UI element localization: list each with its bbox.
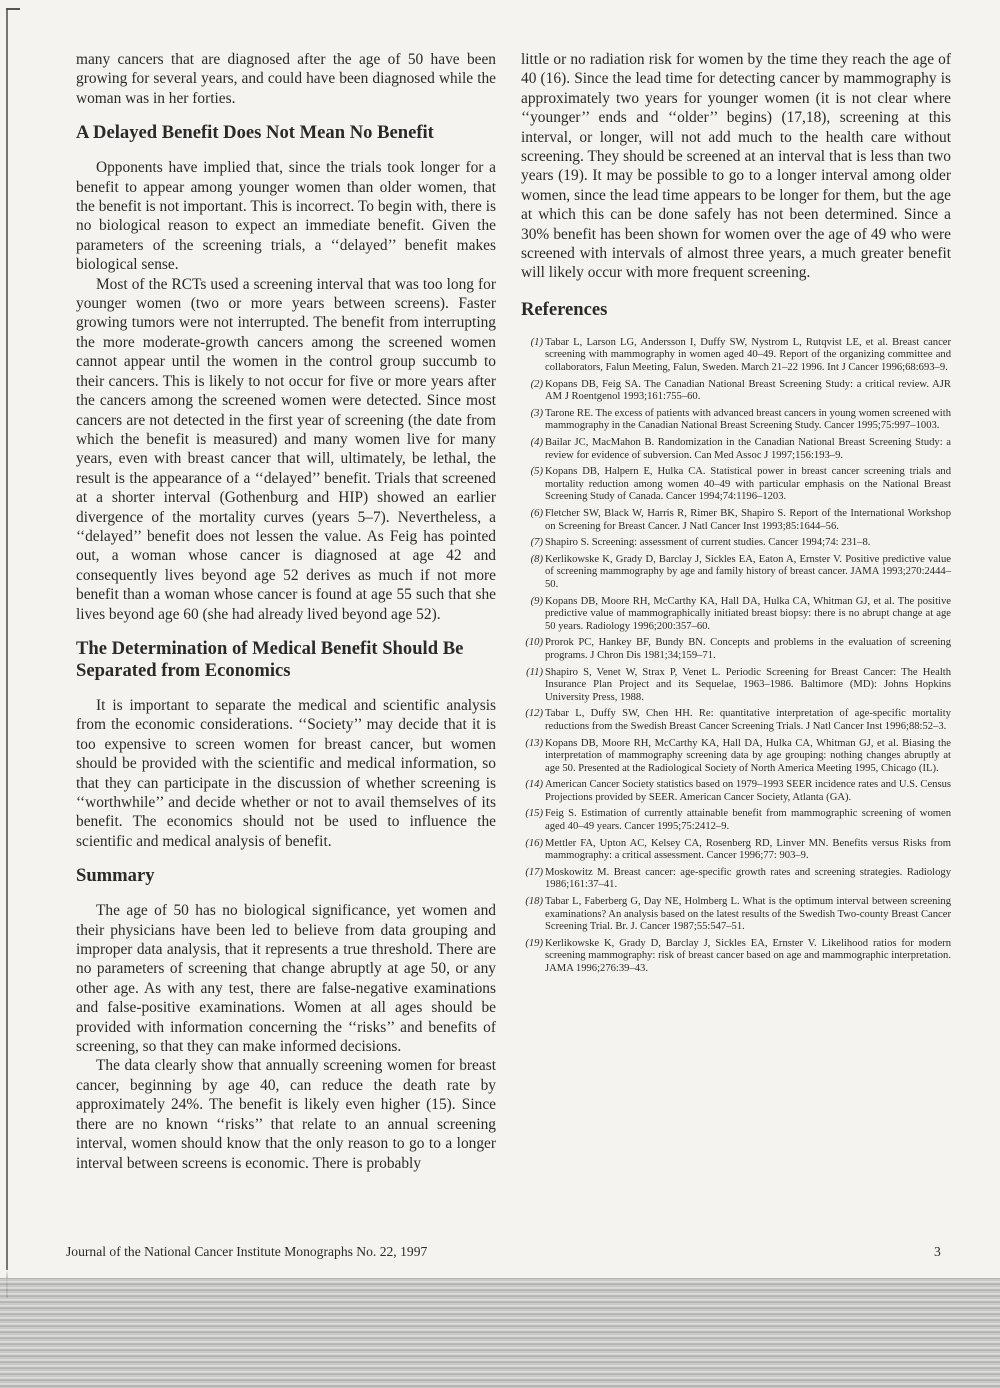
reference-number: (5) <box>530 466 543 478</box>
reference-text: Kopans DB, Feig SA. The Canadian National Breast Screening Study: a critical review. AJR AM J Roentgenol 1993;161:755–60. <box>545 378 951 403</box>
reference-text: Moskowitz M. Breast cancer: age-specific growth rates and screening strategies. Radiology 1986;161:37–41. <box>545 866 951 891</box>
body-paragraph: The age of 50 has no biological significance, yet women and their physicians have been led to believe from data grouping and improper data analysis, that it represents a true threshold. There are no parameters of screening that change abruptly at age 50, or any other age. As with any test, there are false-negative examinations and false-positive examinations. Women at all ages should be provided with information concerning the ‘‘risks’’ and benefits of screening, so that they can make informed decisions. <box>76 902 496 1056</box>
reference-number: (11) <box>526 666 543 678</box>
reference-number: (8) <box>530 553 543 565</box>
reference-text: Feig S. Estimation of currently attainable benefit from mammographic screening of women aged 40–49 years. Cancer 1995;75:2412–9. <box>545 808 951 833</box>
continuation-paragraph: little or no radiation risk for women by the time they reach the age of 40 (16). Since the lead time for detecting cancer by mammography is approximately two years for younger women (it is not clear where ‘‘younger’’ ends and ‘‘older’’ begins) (17,18), screening at this interval, or longer, will not add much to the health care without screening. They should be screened at an interval that is less than two years (19). It may be possible to go to a longer interval among older women, since the lead time appears to be longer for them, but the age at which this can be done safely has not been determined. Since a 30% benefit has been shown for women over the age of 49 who were screened with intervals of almost three years, a much greater benefit will likely occur with more frequent screening. <box>521 51 951 282</box>
reference-item <box>521 938 951 976</box>
right-column <box>521 50 951 980</box>
section-heading-delayed-benefit: A Delayed Benefit Does Not Mean No Benefit <box>76 122 434 144</box>
reference-item <box>521 838 951 863</box>
reference-item <box>521 466 951 504</box>
reference-item <box>521 637 951 662</box>
reference-item <box>521 738 951 776</box>
reference-number: (9) <box>530 595 543 607</box>
reference-text: Tabar L, Faberberg G, Day NE, Holmberg L. What is the optimum interval between screening examinations? An analysis based on the latest results of the Swedish Two-county Breast Cancer Screening Trial. Br. J. Cancer 1987;55:547–51. <box>545 896 951 933</box>
reference-number: (1) <box>530 336 543 348</box>
page-number: 3 <box>934 1244 941 1259</box>
body-paragraph: Most of the RCTs used a screening interval that was too long for younger women (two or more years between screens). Faster growing tumors were not interrupted. The benefit from interrupting the more moderate-growth cancers among the screened women cannot appear until the women in the control group succumb to their cancers. This is likely to not occur for five or more years after the cancers among the screened women were detected. Since most cancers are not detected in the first year of screening (the date from which the benefit is measured) and many women live for many years, even with breast cancer that will, ultimately, be lethal, the result is the appearance of a ‘‘delayed’’ benefit. Trials that screened at a shorter interval (Gothenburg and HIP) showed an earlier divergence of the mortality curves (years 5–7). Nevertheless, a ‘‘delayed’’ benefit does not lessen the value. As Feig has pointed out, a woman whose cancer is diagnosed at age 42 and consequently lives beyond age 52 derives as much if not more benefit than a woman whose cancer is found at age 55 such that she lives beyond age 60 (she had already lived beyond age 52). <box>76 275 496 623</box>
reference-text: American Cancer Society statistics based on 1979–1993 SEER incidence rates and U.S. Census Projections provided by SEER. American Cancer Society, Atlanta (GA). <box>545 779 951 803</box>
reference-text: Tabar L, Larson LG, Andersson I, Duffy SW, Nystrom L, Rutqvist LE, et al. Breast cancer screening with mammography in women aged 40–49. Report of the organizing committee and collaborators, Falun Meeting, Falun, Sweden. March 21–22 1996. Int J Cancer 1996;68:693–9. <box>545 336 951 374</box>
reference-item <box>521 379 951 404</box>
intro-paragraph: many cancers that are diagnosed after the age of 50 have been growing for several years, and could have been diagnosed while the woman was in her forties. <box>76 51 496 107</box>
reference-item <box>521 537 951 550</box>
reference-item <box>521 708 951 733</box>
reference-number: (15) <box>525 808 543 820</box>
reference-number: (3) <box>530 407 543 419</box>
reference-item <box>521 554 951 592</box>
reference-number: (4) <box>530 437 543 449</box>
section-heading-summary: Summary <box>76 865 155 887</box>
reference-number: (12) <box>525 708 543 720</box>
reference-text: Mettler FA, Upton AC, Kelsey CA, Rosenberg RD, Linver MN. Benefits versus Risks from mammography: a critical assessment. Cancer 1996;77: 903–9. <box>545 837 951 862</box>
reference-text: Prorok PC, Hankey BF, Bundy BN. Concepts and problems in the evaluation of screening programs. J Chron Dis 1981;34;159–71. <box>545 637 951 661</box>
reference-number: (16) <box>525 837 543 849</box>
body-paragraph: The data clearly show that annually screening women for breast cancer, beginning by age 40, can reduce the death rate by approximately 24%. The benefit is likely even higher (15). Since there are no known ‘‘risks’’ that relate to an annual screening interval, women should know that the only reason to go to a longer interval between screens is economic. There is probably <box>76 1057 496 1172</box>
reference-item <box>521 508 951 533</box>
reference-list <box>521 337 951 976</box>
reference-number: (2) <box>530 378 543 390</box>
scan-edge-line <box>6 8 8 1298</box>
scan-artifact-band <box>0 1278 1000 1388</box>
reference-item <box>521 437 951 462</box>
references-heading: References <box>521 298 608 320</box>
reference-number: (19) <box>525 937 543 949</box>
reference-text: Tabar L, Duffy SW, Chen HH. Re: quantitative interpretation of age-specific mortality reductions from the Swedish Breast Cancer Screening Trials. J Natl Cancer Inst 1996;88:52–3. <box>545 708 951 732</box>
reference-item <box>521 896 951 934</box>
reference-item <box>521 337 951 375</box>
reference-item <box>521 779 951 804</box>
reference-text: Kerlikowske K, Grady D, Barclay J, Sickles EA, Eaton A, Ernster V. Positive predictive value of screening mammography by age and family history of breast cancer. JAMA 1993;270:2444–50. <box>545 553 951 590</box>
reference-text: Kopans DB, Halpern E, Hulka CA. Statistical power in breast cancer screening trials and mortality reduction among women 40–49 with particular emphasis on the National Breast Screening Study of Canada. Cancer 1994;74:1196–1203. <box>545 466 951 503</box>
reference-item <box>521 808 951 833</box>
reference-number: (17) <box>525 866 543 878</box>
reference-item <box>521 867 951 892</box>
body-paragraph: It is important to separate the medical and scientific analysis from the economic considerations. ‘‘Society’’ may decide that it is too expensive to screen women for breast cancer, but women should be provided with the scientific and medical information, so that they can participate in the discussion of whether screening is ‘‘worthwhile’’ and decide whether or not to avail themselves of its benefit. The economics should not be used to influence the scientific and medical analysis of benefit. <box>76 696 496 850</box>
reference-item <box>521 667 951 705</box>
reference-text: Kopans DB, Moore RH, McCarthy KA, Hall DA, Hulka CA, Whitman GJ, et al. Biasing the interpretation of mammography screening data by age grouping: nothing changes abruptly at age 50. Presented at the Radiological Society of North America Meeting 1995, Chicago (IL). <box>545 737 951 774</box>
reference-text: Kopans DB, Moore RH, McCarthy KA, Hall DA, Hulka CA, Whitman GJ, et al. The positive predictive value of mammographically initiated breast biopsy: there is no abrupt change at age 50 years. Radiology 1996;200:357–60. <box>545 595 951 632</box>
body-paragraph: Opponents have implied that, since the trials took longer for a benefit to appear among younger women than older women, that the benefit is not important. This is incorrect. To begin with, there is no biological reason to expect an immediate benefit. Given the parameters of the screening trials, a ‘‘delayed’’ benefit makes biological sense. <box>76 159 496 274</box>
reference-item <box>521 596 951 634</box>
reference-number: (7) <box>530 537 543 549</box>
reference-item <box>521 408 951 433</box>
reference-text: Kerlikowske K, Grady D, Barclay J, Sickles EA, Ernster V. Likelihood ratios for modern screening mammography: risk of breast cancer based on age and mammographic interpretation. JAMA 1996;276:39–43. <box>545 937 951 974</box>
reference-number: (10) <box>525 637 543 649</box>
reference-number: (18) <box>525 896 543 908</box>
left-column <box>76 50 496 1173</box>
reference-number: (6) <box>530 508 543 519</box>
reference-text: Bailar JC, MacMahon B. Randomization in the Canadian National Breast Screening Study: a review for evidence of subversion. Can Med Assoc J 1997;156:193–9. <box>545 437 951 461</box>
reference-number: (14) <box>525 779 543 791</box>
footer-journal-citation: Journal of the National Cancer Institute Monographs No. 22, 1997 <box>66 1244 428 1259</box>
reference-text: Fletcher SW, Black W, Harris R, Rimer BK, Shapiro S. Report of the International Workshop on Screening for Breast Cancer. J Natl Cancer Inst 1993;85:1644–56. <box>545 508 951 532</box>
scan-corner-mark <box>6 8 20 10</box>
reference-text: Tarone RE. The excess of patients with advanced breast cancers in young women screened with mammography in the Canadian National Breast Screening Study. Cancer 1995;75:997–1003. <box>545 407 951 432</box>
reference-text: Shapiro S. Screening: assessment of current studies. Cancer 1994;74: 231–8. <box>545 537 871 549</box>
reference-text: Shapiro S, Venet W, Strax P, Venet L. Periodic Screening for Breast Cancer: The Health Insurance Plan Project and its Sequelae, 1963–1986. Baltimore (MD): Johns Hopkins University Press, 1988. <box>545 666 951 703</box>
reference-number: (13) <box>525 737 543 749</box>
section-heading-medical-benefit: The Determination of Medical Benefit Should Be Separated from Economics <box>76 637 464 681</box>
